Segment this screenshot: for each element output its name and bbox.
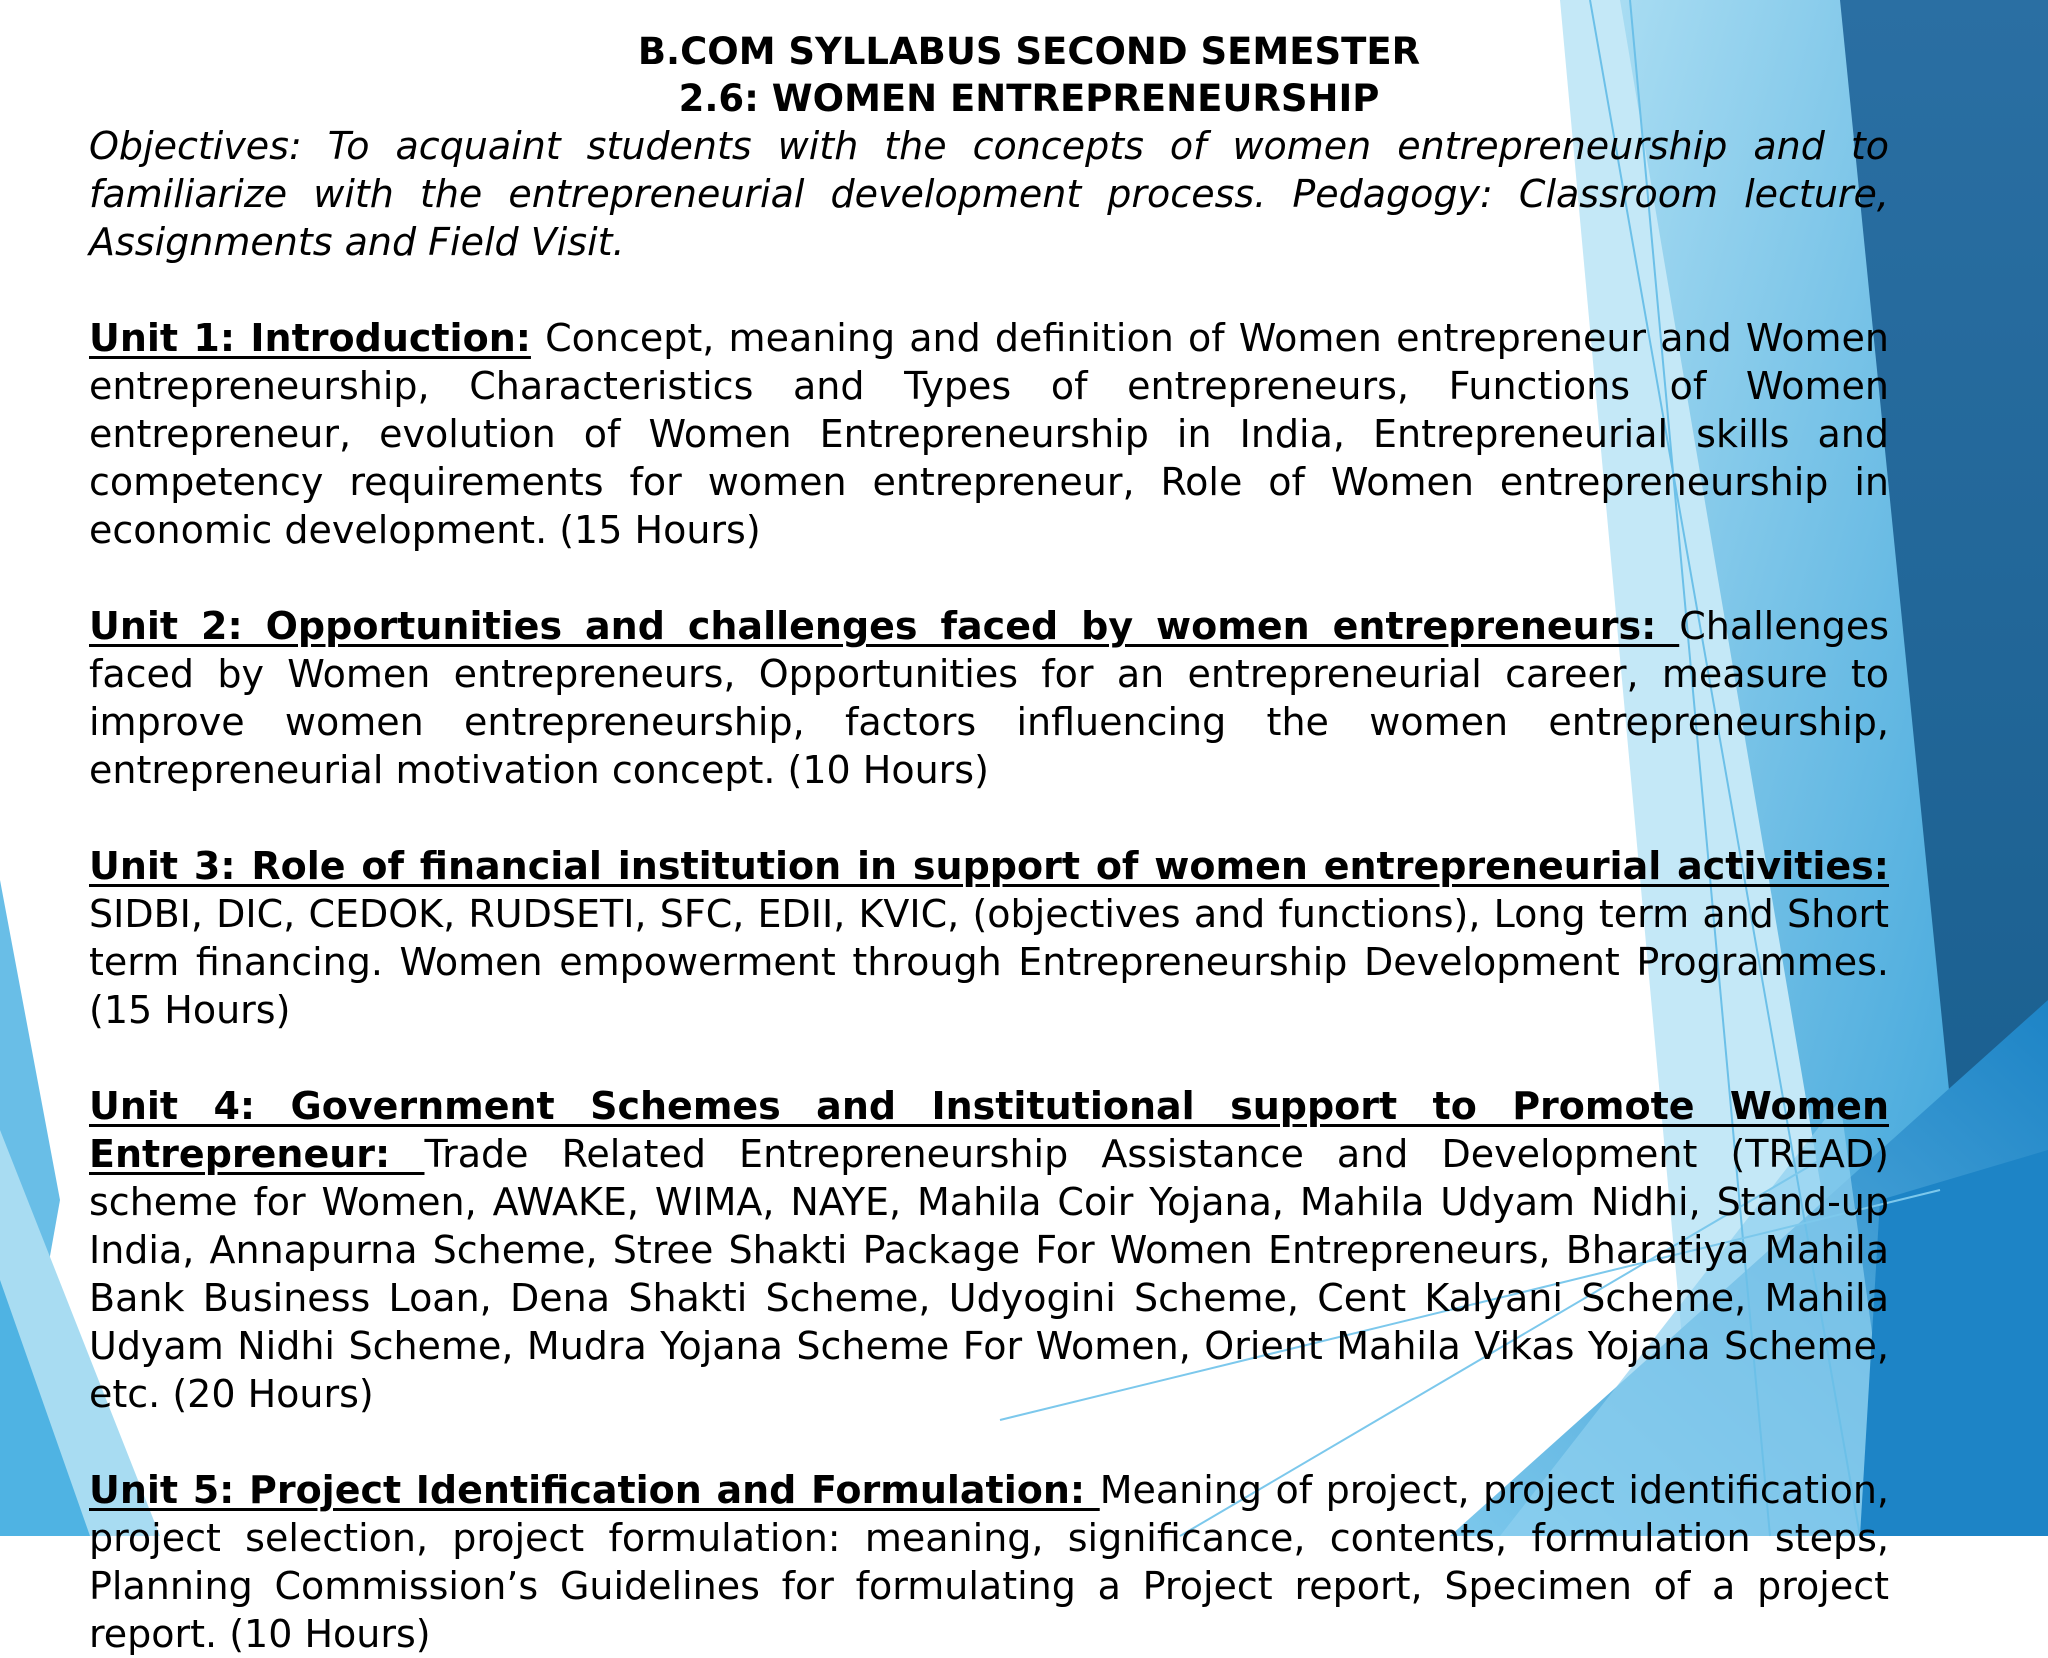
unit-2-body: Challenges faced by Women entrepreneurs, Opportunities for an entrepreneurial career, measure to improve women entrepreneurship, factors influencing the women entrepreneurship, entrepreneurial motivation concept. (10 Hours) xyxy=(89,604,1889,792)
unit-4 xyxy=(89,1082,1889,1418)
unit-3-heading: Unit 3: Role of financial institution in support of women entrepreneurial activities: xyxy=(89,844,1889,888)
unit-1-heading: Unit 1: Introduction: xyxy=(89,316,531,360)
unit-4-body: Trade Related Entrepreneurship Assistance and Development (TREAD) scheme for Women, AWAKE, WIMA, NAYE, Mahila Coir Yojana, Mahila Udyam Nidhi, Stand-up India, Annapurna Scheme, Stree Shakti Package For Women Entrepreneurs, Bharatiya Mahila Bank Business Loan, Dena Shakti Scheme, Udyogini Scheme, Cent Kalyani Scheme, Mahila Udyam Nidhi Scheme, Mudra Yojana Scheme For Women, Orient Mahila Vikas Yojana Scheme, etc. (20 Hours) xyxy=(89,1132,1889,1416)
unit-4-heading: Unit 4: Government Schemes and Institutional support to Promote Women Entrepreneur: xyxy=(89,1084,1889,1176)
title-line-1: B.COM SYLLABUS SECOND SEMESTER xyxy=(637,30,1421,73)
unit-1 xyxy=(89,314,1889,554)
unit-2 xyxy=(89,602,1889,794)
unit-1-body: Concept, meaning and definition of Women entrepreneur and Women entrepreneurship, Characteristics and Types of entrepreneurs, Functions of Women entrepreneur, evolution of Women Entrepreneurship in India, Entrepreneurial skills and competency requirements for women entrepreneur, Role of Women entrepreneurship in economic development. (15 Hours) xyxy=(89,316,1889,552)
unit-5-heading: Unit 5: Project Identification and Formulation: xyxy=(89,1468,1100,1512)
syllabus-content xyxy=(89,28,1889,1658)
unit-5-body: Meaning of project, project identification, project selection, project formulation: meaning, significance, contents, formulation steps, Planning Commission’s Guidelines for formulating a Project report, Specimen of a project report. (10 Hours) xyxy=(89,1468,1889,1656)
page-title xyxy=(89,28,1889,122)
unit-3-body: SIDBI, DIC, CEDOK, RUDSETI, SFC, EDII, KVIC, (objectives and functions), Long term and Short term financing. Women empowerment through Entrepreneurship Development Programmes. (15 Hours) xyxy=(89,892,1889,1032)
unit-5 xyxy=(89,1466,1889,1658)
unit-2-heading: Unit 2: Opportunities and challenges faced by women entrepreneurs: xyxy=(89,604,1680,648)
title-line-2: 2.6: WOMEN ENTREPRENEURSHIP xyxy=(678,77,1380,120)
objectives-text: Objectives: To acquaint students with the concepts of women entrepreneurship and to familiarize with the entrepreneurial development process. Pedagogy: Classroom lecture, Assignments and Field Visit. xyxy=(89,124,1889,264)
unit-3 xyxy=(89,842,1889,1034)
